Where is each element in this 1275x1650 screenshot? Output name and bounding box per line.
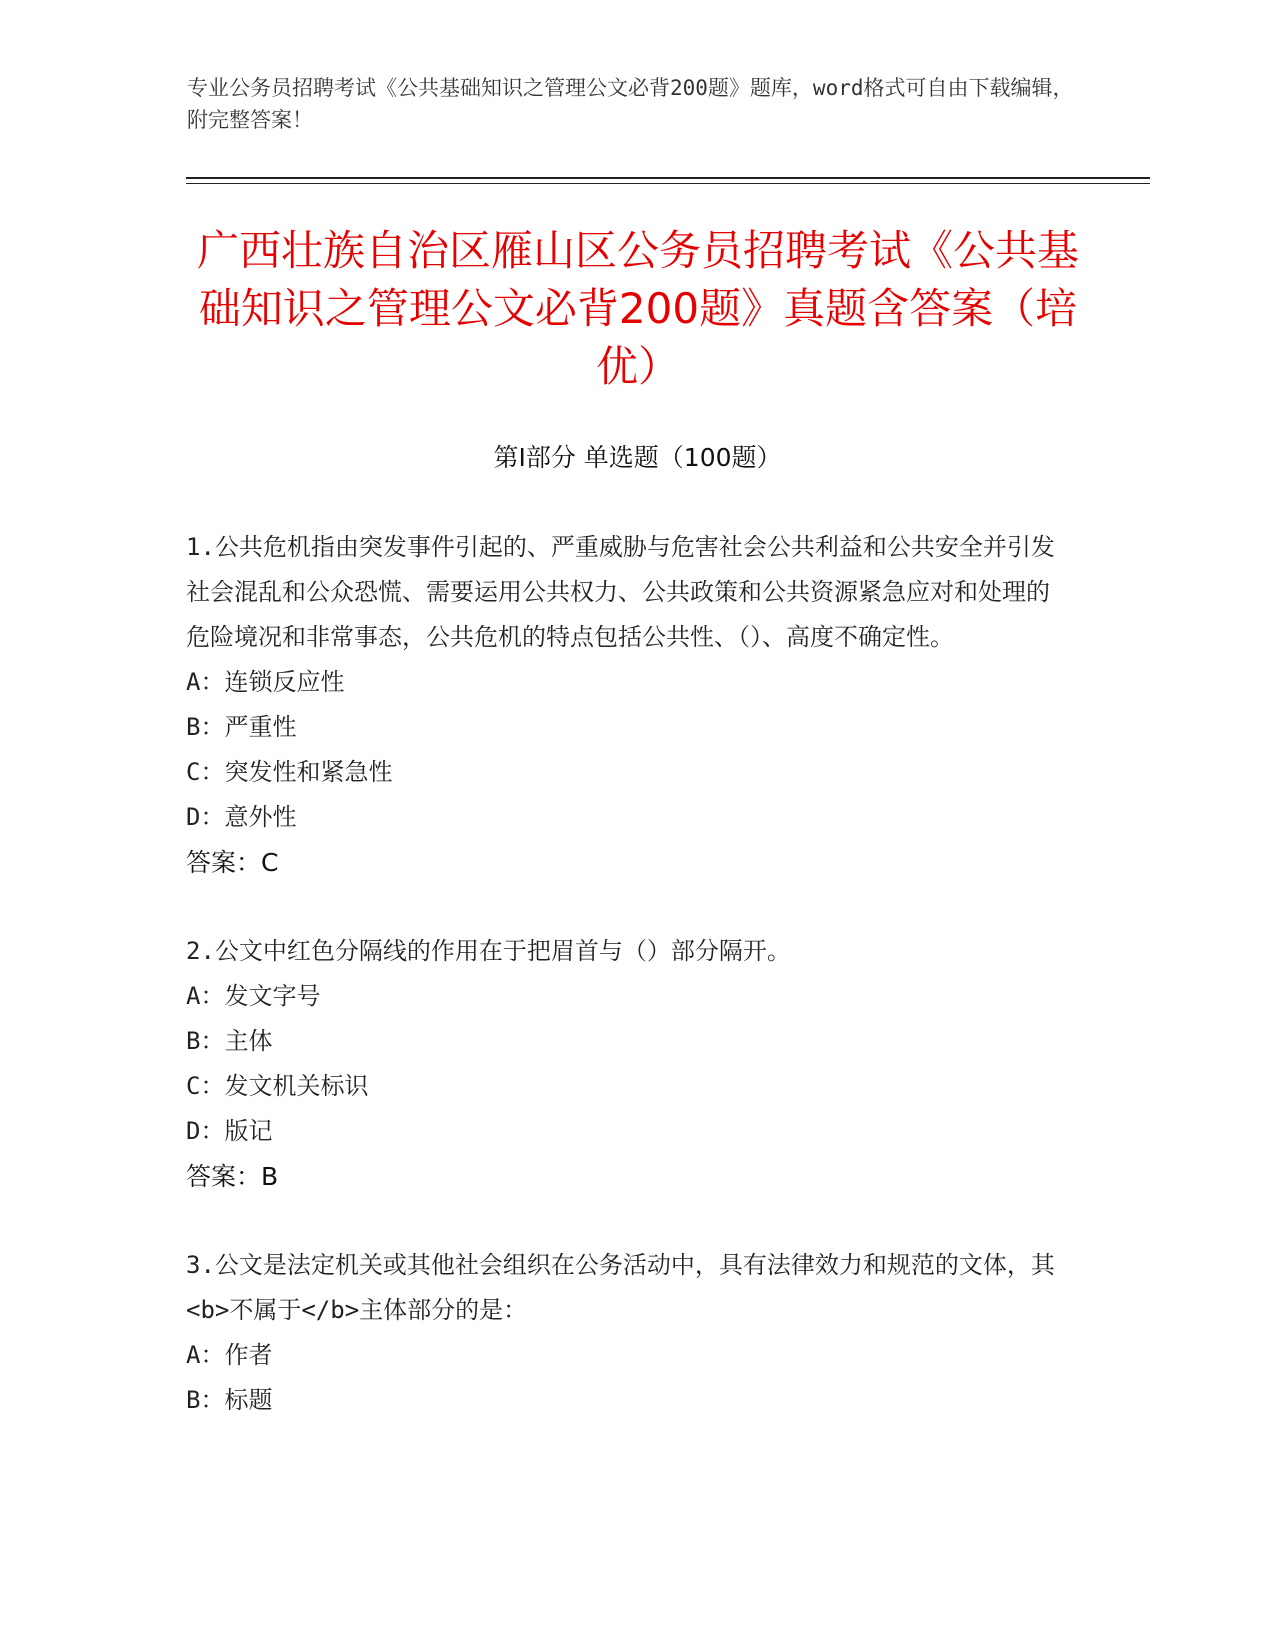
option-d: D：意外性 — [186, 803, 297, 831]
option-a: A：发文字号 — [186, 982, 321, 1010]
answer: 答案：B — [186, 1162, 279, 1191]
header-note: 专业公务员招聘考试《公共基础知识之管理公文必背200题》题库，word格式可自由下载编辑，附完整答案！ — [187, 76, 1074, 132]
answer: 答案：C — [186, 848, 279, 877]
question-stem: 3.公文是法定机关或其他社会组织在公务活动中，具有法律效力和规范的文体，其<b>不属于</b>主体部分的是： — [186, 1251, 1055, 1324]
question-list — [186, 525, 1066, 1467]
header-rule-thin — [186, 183, 1150, 184]
option-c: C：发文机关标识 — [186, 1072, 369, 1100]
document-title: 广西壮族自治区雁山区公务员招聘考试《公共基础知识之管理公文必背200题》真题含答案（培优） — [196, 226, 1079, 391]
option-d: D：版记 — [186, 1117, 273, 1145]
question-1 — [186, 525, 1066, 885]
option-a: A：作者 — [186, 1341, 273, 1369]
question-stem: 1.公共危机指由突发事件引起的、严重威胁与危害社会公共利益和公共安全并引发社会混乱和公众恐慌、需要运用公共权力、公共政策和公共资源紧急应对和处理的危险境况和非常事态，公共危机的特点包括公共性、（）、高度不确定性。 — [186, 533, 1055, 651]
option-a: A：连锁反应性 — [186, 668, 345, 696]
option-b: B：严重性 — [186, 713, 297, 741]
header-rule-thick — [186, 177, 1150, 179]
option-c: C：突发性和紧急性 — [186, 758, 393, 786]
question-stem: 2.公文中红色分隔线的作用在于把眉首与（）部分隔开。 — [186, 937, 791, 965]
option-b: B：标题 — [186, 1386, 273, 1414]
question-3 — [186, 1243, 1066, 1423]
option-b: B：主体 — [186, 1027, 273, 1055]
question-2 — [186, 929, 1066, 1199]
section-title: 第Ⅰ部分 单选题（100题） — [493, 443, 782, 472]
